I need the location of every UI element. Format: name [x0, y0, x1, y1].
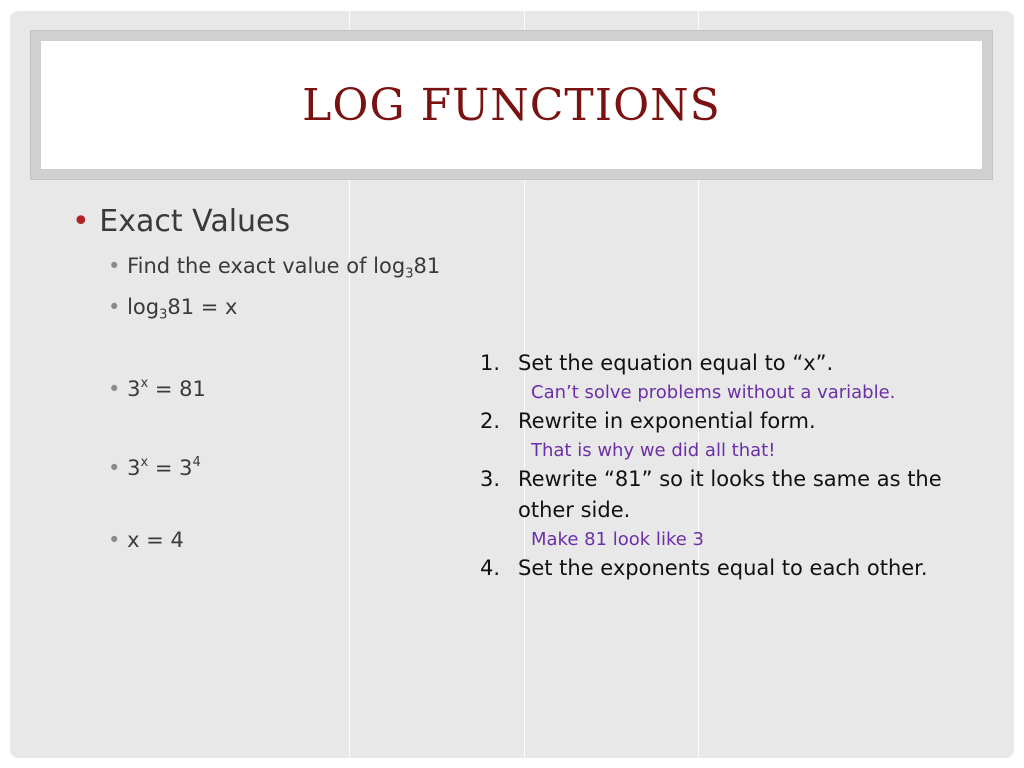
bullet-dot: •	[108, 528, 121, 552]
bullet-text: = 81	[148, 377, 206, 401]
step-text: Set the equation equal to “x”.	[518, 351, 834, 375]
step-number: 2.	[480, 409, 501, 433]
bullet-exponential-form	[108, 377, 206, 401]
bullet-same-base	[108, 456, 201, 480]
bullet-find-exact	[108, 254, 441, 282]
bullet-text: 3	[127, 377, 141, 401]
step-number: 1.	[480, 351, 501, 375]
subscript: 3	[405, 266, 414, 282]
bullet-dot: •	[108, 295, 121, 319]
slide	[10, 11, 1014, 758]
title-frame	[30, 30, 993, 180]
step-text: Set the exponents equal to each other.	[518, 556, 928, 580]
step-number: 3.	[480, 467, 501, 491]
step-note: Can’t solve problems without a variable.	[531, 382, 896, 403]
step-item	[480, 406, 950, 437]
subscript: 3	[159, 307, 168, 323]
superscript: x	[140, 454, 149, 470]
bullet-text: log	[127, 295, 160, 319]
bullet-text: 81 = x	[167, 295, 238, 319]
slide-title: LOG FUNCTIONS	[302, 79, 721, 131]
steps-list	[480, 348, 950, 584]
bullet-text: Find the exact value of log	[127, 254, 406, 278]
bullet-text: = 3	[148, 456, 193, 480]
step-item	[480, 553, 950, 584]
bullet-dot: •	[108, 456, 121, 480]
bullet-text: 3	[127, 456, 141, 480]
step-text: Rewrite in exponential form.	[518, 409, 816, 433]
bullet-text: 81	[413, 254, 441, 278]
step-item	[480, 348, 950, 379]
bullet-dot: •	[108, 377, 121, 401]
step-text: Rewrite “81” so it looks the same as the other side.	[518, 467, 942, 522]
bullet-log-equation	[108, 295, 238, 323]
superscript: 4	[192, 454, 201, 470]
bullet-answer	[108, 528, 184, 552]
bullet-text: x = 4	[127, 528, 184, 552]
step-number: 4.	[480, 556, 501, 580]
bullet-dot: •	[72, 204, 90, 239]
bullet-label: Exact Values	[99, 204, 291, 239]
step-note: Make 81 look like 3	[531, 529, 704, 550]
bullet-exact-values	[72, 204, 290, 239]
superscript: x	[140, 375, 149, 391]
step-note: That is why we did all that!	[531, 440, 776, 461]
bullet-dot: •	[108, 254, 121, 278]
step-item	[480, 464, 950, 526]
title-box	[41, 41, 982, 169]
